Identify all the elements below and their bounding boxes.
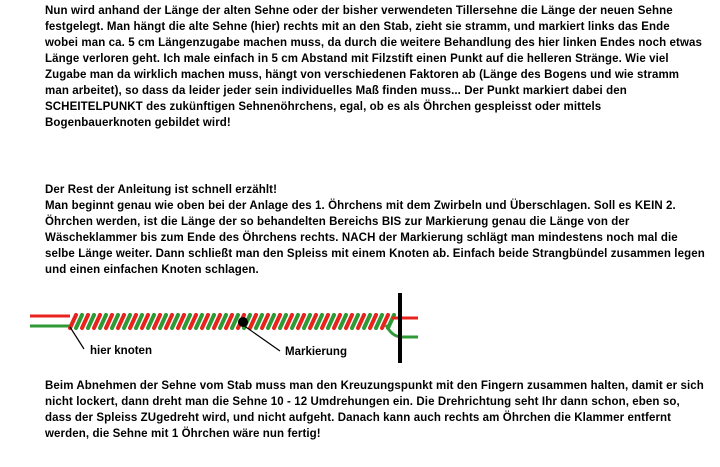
label-knot: hier knoten xyxy=(90,345,152,357)
twisted-rope xyxy=(70,315,394,328)
rest-paragraph: Der Rest der Anleitung ist schnell erzählt! Man beginnt genau wie oben bei der Anlage des 1. Öhrchens mit dem Zwirbeln und Überschlagen. Soll es KEIN 2. Öhrchen werden, ist die Länge der so behandelten Bereichs BIS zur Markierung genau die Länge von der Wäscheklammer bis zum Ende des Öhrchens rechts. NACH der Markierung schlägt man mindestens noch mal die selbe Länge weiter. Dann schließt man den Spleiss mit einem Knoten ab. Einfach beide Strangbündel zusammen legen und einen einfachen Knoten schlagen. xyxy=(45,184,705,276)
knot-pointer xyxy=(70,327,84,349)
label-marker: Markierung xyxy=(285,346,347,358)
intro-paragraph: Nun wird anhand der Länge der alten Sehne oder der bisher verwendeten Tillersehne die Länge der neuen Sehne festgelegt. Man hängt die alte Sehne (hier) rechts mit an den Stab, zieht sie stramm, und markiert links das Ende wobei man ca. 5 cm Längenzugabe machen muss, da durch die weitere Behandlung des hier linken Endes noch etwas Länge verloren geht. Ich male einfach in 5 cm Abstand mit Filzstift einen Punkt auf die helleren Stränge. Wie viel Zugabe man da wirklich machen muss, hängt von verschiedenen Faktoren ab (Länge des Bogens und wie stramm man arbeitet), so dass da leider jeder sein individuelles Maß finden muss... Der Punkt markiert dabei den SCHEITELPUNKT des zukünftigen Sehnenöhrchens, egal, ob es als Öhrchen gespleisst oder mittels Bogenbauerknoten gebildet wird! xyxy=(45,5,702,129)
finish-paragraph: Beim Abnehmen der Sehne vom Stab muss man den Kreuzungspunkt mit den Fingern zusammen halten, damit er sich nicht lockert, dann dreht man die Sehne 10 - 12 Umdrehungen ein. Die Drehrichtung seht Ihr dann schon, eben so, dass der Spleiss ZUgedreht wird, und nicht aufgeht. Danach kann auch rechts am Öhrchen die Klammer entfernt werden, die Sehne mit 1 Öhrchen wäre nun fertig! xyxy=(45,380,704,440)
